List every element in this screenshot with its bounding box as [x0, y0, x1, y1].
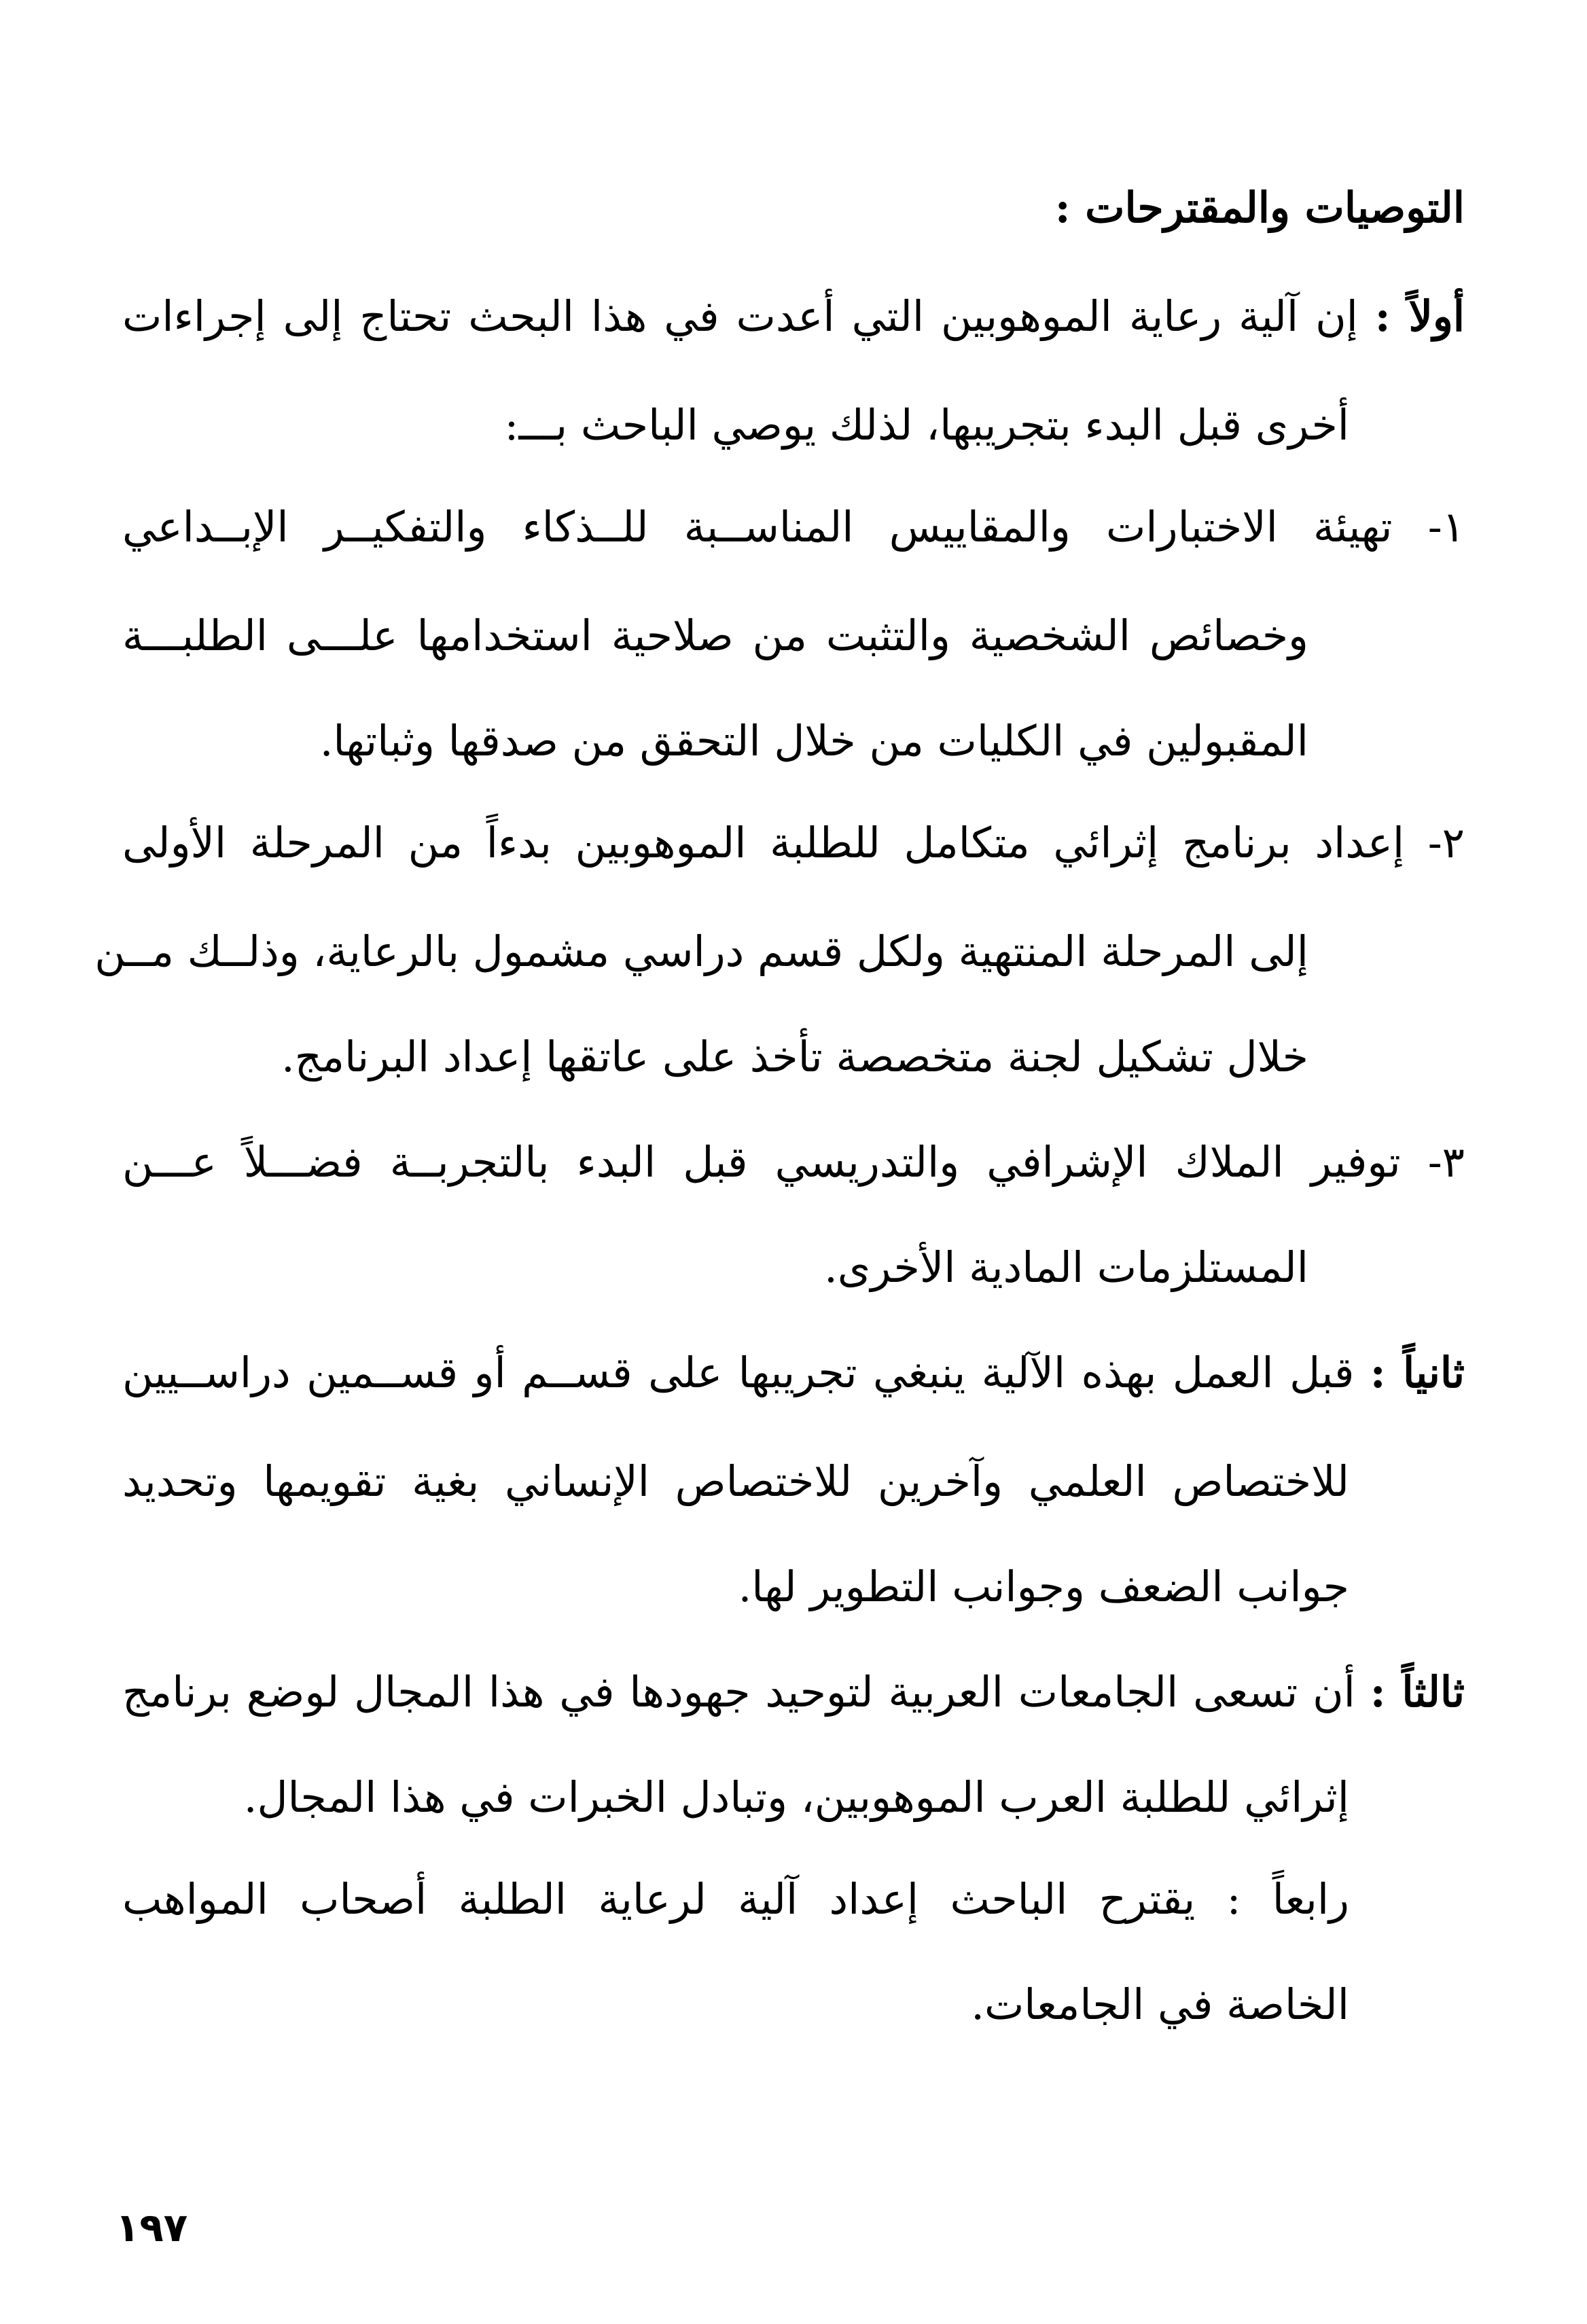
recommendation-second-line — [122, 1348, 1465, 1397]
list-item-2-line-1 — [122, 818, 1465, 868]
recommendation-second-line-3: جوانب الضعف وجوانب التطوير لها. — [738, 1562, 1349, 1611]
recommendation-text-second: قبل العمل بهذه الآلية ينبغي تجريبها على قســم أو قســمين دراســيين — [122, 1348, 1355, 1397]
list-item-1-line-1 — [122, 502, 1465, 552]
list-item-3-number: ٣- — [1427, 1137, 1465, 1187]
recommendation-first-line — [122, 291, 1465, 341]
list-item-2-line-2: إلى المرحلة المنتهية ولكل قسم دراسي مشمول بالرعاية، وذلــك مــن — [94, 927, 1308, 976]
recommendation-text-first: إن آلية رعاية الموهوبين التي أعدت في هذا البحث تحتاج إلى إجراءات — [122, 291, 1358, 341]
section-heading: التوصيات والمقترحات : — [1054, 183, 1465, 232]
list-item-2-text-1: إعداد برنامج إثرائي متكامل للطلبة الموهوبين بدءاً من المرحلة الأولى — [122, 818, 1405, 868]
list-item-2-number: ٢- — [1427, 818, 1465, 868]
list-item-1-line-3: المقبولين في الكليات من خلال التحقق من صدقها وثباتها. — [319, 716, 1308, 766]
list-item-1-number: ١- — [1427, 502, 1465, 552]
recommendation-label-first: أولاً : — [1374, 291, 1465, 341]
list-item-3-line-2: المستلزمات المادية الأخرى. — [824, 1243, 1308, 1292]
recommendation-text-third: أن تسعى الجامعات العربية لتوحيد جهودها في هذا المجال لوضع برنامج — [122, 1667, 1355, 1717]
list-item-3-line-1 — [122, 1137, 1465, 1187]
recommendation-third-line-2: إثرائي للطلبة العرب الموهوبين، وتبادل الخبرات في هذا المجال. — [243, 1772, 1349, 1822]
list-item-1-text-1: تهيئة الاختبارات والمقاييس المناســبة للــذكاء والتفكيــر الإبــداعي — [122, 502, 1393, 552]
recommendation-fourth-line-2: الخاصة في الجامعات. — [971, 1980, 1349, 2029]
recommendation-fourth-line: رابعاً : يقترح الباحث إعداد آلية لرعاية الطلبة أصحاب المواهب — [122, 1874, 1349, 1924]
recommendation-second-line-2: للاختصاص العلمي وآخرين للاختصاص الإنساني بغية تقويمها وتحديد — [122, 1456, 1349, 1506]
recommendation-first-continuation: أخرى قبل البدء بتجريبها، لذلك يوصي الباحث بـــ: — [504, 400, 1349, 450]
recommendation-label-second: ثانياً : — [1370, 1348, 1465, 1397]
list-item-2-line-3: خلال تشكيل لجنة متخصصة تأخذ على عاتقها إعداد البرنامج. — [281, 1032, 1308, 1081]
list-item-1-line-2: وخصائص الشخصية والتثبت من صلاحية استخدامها علـــى الطلبـــة — [122, 611, 1308, 660]
page-number: ١٩٧ — [115, 2204, 188, 2251]
recommendation-third-line — [122, 1667, 1465, 1717]
recommendation-label-third: ثالثاً : — [1370, 1667, 1465, 1717]
list-item-3-text-1: توفير الملاك الإشرافي والتدريسي قبل البدء بالتجربــة فضـــلاً عـــن — [122, 1137, 1401, 1187]
